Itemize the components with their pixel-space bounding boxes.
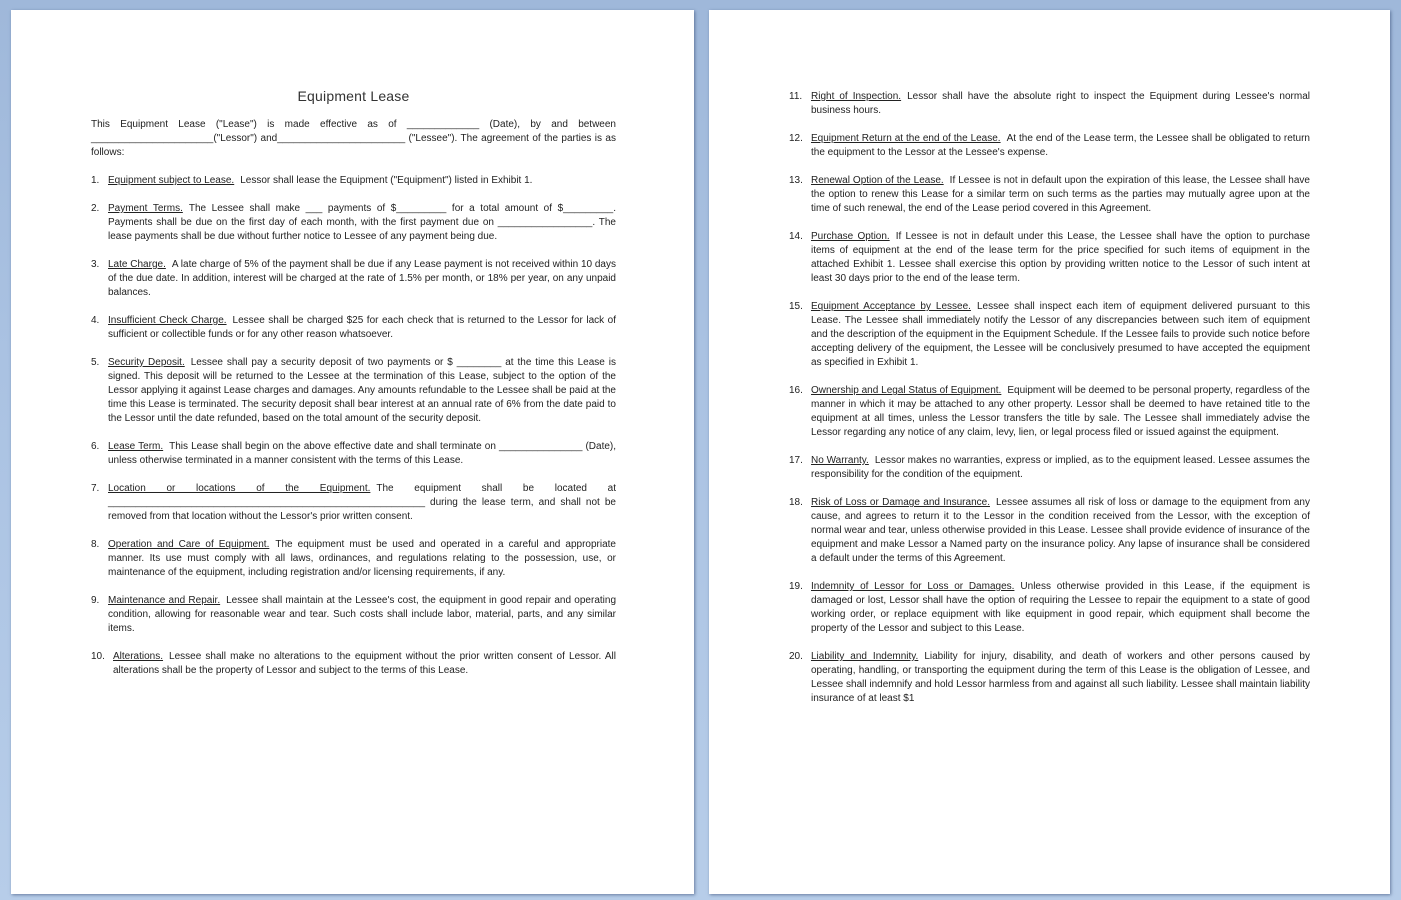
document-page-1 xyxy=(11,10,694,894)
clause-8 xyxy=(91,538,616,580)
clause-heading: Lease Term. xyxy=(108,441,164,452)
clause-heading: Risk of Loss or Damage and Insurance. xyxy=(811,497,990,508)
clause-number: 2. xyxy=(91,203,100,214)
clause-9 xyxy=(91,594,616,636)
clause-heading: Indemnity of Lessor for Loss or Damages. xyxy=(811,581,1015,592)
clause-number: 18. xyxy=(789,497,803,508)
clause-20 xyxy=(789,650,1310,706)
clause-text: If Lessee is not in default under this Lease, the Lessee shall have the option to purchase items of equipment at the end of the lease term for the price specified for such items of equipment in the attached Exhibit 1. Lessee shall exercise this option by providing written notice to the Lessor of such intent at least 30 days prior to the end of the lease term. xyxy=(811,231,1311,284)
clause-heading: Purchase Option. xyxy=(811,231,890,242)
clause-number: 16. xyxy=(789,385,803,396)
clause-11 xyxy=(789,90,1310,118)
clause-heading: Right of Inspection. xyxy=(811,91,902,102)
document-title: Equipment Lease xyxy=(297,88,410,104)
clause-number: 15. xyxy=(789,301,803,312)
clause-heading: No Warranty. xyxy=(811,455,869,466)
clause-text: Liability for injury, disability, and death of workers and other persons caused by operating, handling, or transporting the equipment during the term of this Lease is the obligation of Lessee, and Lessee shall indemnify and hold Lessor harmless from and against all such liability. Lessee shall maintain liability insurance of at least $1 xyxy=(811,651,1310,704)
clause-text: Lessor shall have the absolute right to inspect the Equipment during Lessee's normal business hours. xyxy=(811,91,1310,116)
clause-heading: Insufficient Check Charge. xyxy=(108,315,227,326)
clause-heading: Renewal Option of the Lease. xyxy=(811,175,944,186)
clause-text: Lessee shall maintain at the Lessee's cost, the equipment in good repair and operating condition, allowing for reasonable wear and tear. Such costs shall include labor, material, parts, and any similar items. xyxy=(108,595,617,634)
clause-14 xyxy=(789,230,1310,286)
clause-text: The equipment shall be located at _________________________________________________________ during the lease term, and shall not be removed from that location without the Lessor's prior written consent. xyxy=(108,483,616,522)
clause-number: 11. xyxy=(789,91,803,102)
clause-number: 3. xyxy=(91,259,100,270)
clause-text: The equipment must be used and operated in a careful and appropriate manner. Its use must comply with all laws, ordinances, and regulations relating to the possession, use, or maintenance of the equipment, including registration and/or licensing requirements, if any. xyxy=(108,539,616,578)
clause-heading: Equipment subject to Lease. xyxy=(108,175,235,186)
clause-heading: Payment Terms. xyxy=(108,203,183,214)
clause-number: 12. xyxy=(789,133,803,144)
clause-number: 1. xyxy=(91,175,100,186)
clause-number: 20. xyxy=(789,651,803,662)
clause-number: 14. xyxy=(789,231,803,242)
clause-heading: Operation and Care of Equipment. xyxy=(108,539,270,550)
clause-number: 19. xyxy=(789,581,803,592)
clause-text: Lessee shall be charged $25 for each check that is returned to the Lessor for lack of sufficient or collectible funds or for any other reason whatsoever. xyxy=(108,315,616,340)
clause-heading: Liability and Indemnity. xyxy=(811,651,919,662)
clause-text: This Lease shall begin on the above effective date and shall terminate on _______________ (Date), unless otherwise terminated in a manner consistent with the terms of this Lease. xyxy=(108,441,617,466)
clause-18 xyxy=(789,496,1310,566)
clause-3 xyxy=(91,258,616,300)
clause-text: Lessee shall pay a security deposit of two payments or $ ________ at the time this Lease is signed. This deposit will be returned to the Lessee at the termination of this Lease, subject to the option of the Lessor applying it against Lease charges and damages. Any amounts refundable to the Lessee shall be paid at the time this Lease is terminated. The security deposit shall bear interest at an annual rate of 6% from the date paid to the Lessor until the date refunded, based on the total amount of the security deposit. xyxy=(108,357,616,424)
clause-1 xyxy=(91,174,616,188)
clause-number: 5. xyxy=(91,357,100,368)
clause-number: 17. xyxy=(789,455,803,466)
document-page-2 xyxy=(709,10,1390,894)
clause-text: Lessee shall inspect each item of equipment delivered pursuant to this Lease. The Lessee shall immediately notify the Lessor of any discrepancies between such item of equipment and the description of the equipment in the Equipment Schedule. If the Lessee fails to provide such notice before accepting delivery of the equipment, the Lessee will be conclusively presumed to have accepted the equipment as specified in Exhibit 1. xyxy=(811,301,1311,368)
clause-text: If Lessee is not in default upon the expiration of this lease, the Lessee shall have the option to renew this Lease for a similar term on such terms as the parties may mutually agree upon at the time of such renewal, the end of the Lease period covered in this Agreement. xyxy=(811,175,1310,214)
clause-16 xyxy=(789,384,1310,440)
clause-heading: Location or locations of the Equipment. xyxy=(108,483,371,494)
clause-number: 7. xyxy=(91,483,100,494)
clause-heading: Ownership and Legal Status of Equipment. xyxy=(811,385,1002,396)
clause-5 xyxy=(91,356,616,426)
clause-text: A late charge of 5% of the payment shall be due if any Lease payment is not received within 10 days of the due date. In addition, interest will be charged at the rate of 1.5% per month, or 18% per year, on any unpaid balances. xyxy=(108,259,616,298)
clause-heading: Maintenance and Repair. xyxy=(108,595,221,606)
clause-text: Lessee shall make no alterations to the equipment without the prior written consent of Lessor. All alterations shall be the property of Lessor and subject to the terms of this Lease. xyxy=(113,651,616,676)
clause-number: 6. xyxy=(91,441,100,452)
clause-text: Lessor shall lease the Equipment ("Equipment") listed in Exhibit 1. xyxy=(240,175,533,186)
clause-7 xyxy=(91,482,616,524)
clause-text: At the end of the Lease term, the Lessee shall be obligated to return the equipment to the Lessor at the Lessee's expense. xyxy=(811,133,1310,158)
clause-number: 13. xyxy=(789,175,803,186)
clause-text: Unless otherwise provided in this Lease, if the equipment is damaged or lost, Lessor shall have the option of requiring the Lessee to repair the equipment to a state of good working order, or replace equipment with like equipment in good repair, which equipment shall become the property of the Lessor and subject to this Lease. xyxy=(811,581,1311,634)
clause-text: Lessor makes no warranties, express or implied, as to the equipment leased. Lessee assumes the responsibility for the condition of the equipment. xyxy=(811,455,1310,480)
clause-text: The Lessee shall make ___ payments of $_________ for a total amount of $_________. Payments shall be due on the first day of each month, with the first payment due on _________________. The lease payments shall be due without further notice to Lessee of any payment being due. xyxy=(108,203,616,242)
clause-6 xyxy=(91,440,616,468)
clause-4 xyxy=(91,314,616,342)
clause-heading: Late Charge. xyxy=(108,259,166,270)
clause-15 xyxy=(789,300,1310,370)
clause-text: Lessee assumes all risk of loss or damage to the equipment from any cause, and agrees to return it to the Lessor in the condition received from the Lessor, with the exception of normal wear and tear, unless otherwise provided in this Lease. Lessee shall provide evidence of insurance of the equipment and make Lessor a Named party on the insurance policy. Any lapse of insurance shall be considered a default under the terms of this Agreement. xyxy=(811,497,1310,564)
clause-13 xyxy=(789,174,1310,216)
clause-10 xyxy=(91,650,616,678)
clause-number: 9. xyxy=(91,595,100,606)
clause-heading: Alterations. xyxy=(113,651,164,662)
clause-19 xyxy=(789,580,1310,636)
clause-heading: Equipment Acceptance by Lessee. xyxy=(811,301,971,312)
clause-2 xyxy=(91,202,616,244)
clause-heading: Security Deposit. xyxy=(108,357,185,368)
intro-paragraph: This Equipment Lease ("Lease") is made effective as of _____________ (Date), by and between ______________________("Lessor") and_______________________ ("Lessee"). The agreement of the parties is as follows: xyxy=(91,119,616,158)
clause-12 xyxy=(789,132,1310,160)
clause-number: 4. xyxy=(91,315,100,326)
clause-heading: Equipment Return at the end of the Lease. xyxy=(811,133,1001,144)
clause-number: 10. xyxy=(91,651,105,662)
clause-list-page-1 xyxy=(91,174,616,678)
clause-number: 8. xyxy=(91,539,100,550)
clause-text: Equipment will be deemed to be personal property, regardless of the manner in which it may be attached to any other property. Lessor shall be deemed to have retained title to the equipment at all times, unless the Lessor transfers the title by sale. The Lessee shall immediately advise the Lessor regarding any notice of any claim, levy, lien, or legal process filed or issued against the equipment. xyxy=(811,385,1310,438)
clause-17 xyxy=(789,454,1310,482)
clause-list-page-2 xyxy=(789,90,1310,706)
